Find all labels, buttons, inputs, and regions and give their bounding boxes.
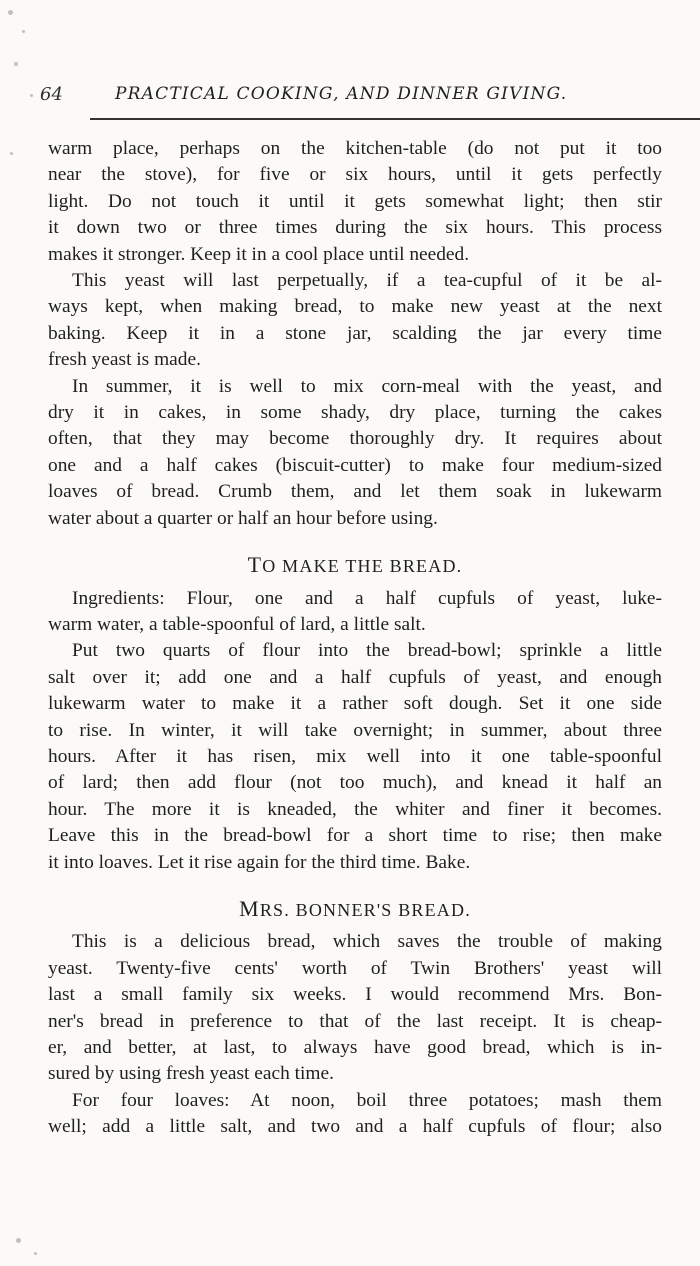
- print-speck: [8, 10, 13, 15]
- print-speck: [10, 152, 13, 155]
- text-line: baking. Keep it in a stone jar, scalding the jar every time: [48, 322, 662, 344]
- paragraph-bread-ingredients: [48, 586, 662, 639]
- text-line: water about a quarter or half an hour before using.: [48, 507, 438, 529]
- paragraph-yeast-cakes: [48, 374, 662, 532]
- section-heading-make-bread: TO MAKE THE BREAD.: [247, 552, 463, 578]
- text-line: Put two quarts of flour into the bread-bowl; sprinkle a little: [72, 640, 662, 662]
- text-line: of lard; then add flour (not too much), and knead it half an: [48, 772, 662, 794]
- text-line: ways kept, when making bread, to make new yeast at the next: [48, 296, 662, 318]
- text-line: lukewarm water to make it a rather soft dough. Set it one side: [48, 693, 662, 715]
- text-line: loaves of bread. Crumb them, and let them soak in lukewarm: [48, 481, 662, 503]
- body-text: [48, 136, 662, 1141]
- text-line: often, that they may become thoroughly dry. It requires about: [48, 428, 662, 450]
- paragraph-yeast-keeping: [48, 268, 662, 374]
- text-line: it into loaves. Let it rise again for the third time. Bake.: [48, 851, 471, 873]
- text-line: near the stove), for five or six hours, until it gets perfectly: [48, 164, 662, 186]
- text-line: This yeast will last perpetually, if a tea-cupful of it be al-: [72, 270, 662, 292]
- text-line: yeast. Twenty-five cents' worth of Twin Brothers' yeast will: [48, 957, 662, 979]
- text-line: warm place, perhaps on the kitchen-table (do not put it too: [48, 138, 662, 159]
- text-line: This is a delicious bread, which saves the trouble of making: [72, 931, 662, 953]
- text-line: hour. The more it is kneaded, the whiter and finer it becomes.: [48, 798, 662, 820]
- print-speck: [16, 1238, 21, 1243]
- text-line: fresh yeast is made.: [48, 349, 201, 371]
- print-speck: [14, 62, 18, 66]
- running-head: [40, 78, 660, 118]
- section-heading-mrs-bonners-bread: MRS. BONNER'S BREAD.: [239, 895, 471, 921]
- text-line: sured by using fresh yeast each time.: [48, 1063, 334, 1085]
- header-rule: [90, 118, 700, 120]
- text-line: Ingredients: Flour, one and a half cupfuls of yeast, luke-: [72, 587, 662, 609]
- print-speck: [34, 1252, 37, 1255]
- text-line: dry it in cakes, in some shady, dry place, turning the cakes: [48, 402, 662, 424]
- paragraph-bread-method: [48, 638, 662, 876]
- running-title: PRACTICAL COOKING, AND DINNER GIVING.: [115, 84, 568, 104]
- text-line: hours. After it has risen, mix well into it one table-spoonful: [48, 745, 662, 767]
- text-line: er, and better, at last, to always have good bread, which is in-: [48, 1037, 662, 1058]
- print-speck: [30, 94, 33, 97]
- text-line: to rise. In winter, it will take overnight; in summer, about three: [48, 719, 662, 741]
- paragraph-bonner-method: [48, 1088, 662, 1141]
- text-line: Leave this in the bread-bowl for a short time to rise; then make: [48, 825, 662, 847]
- text-line: ner's bread in preference to that of the last receipt. It is cheap-: [48, 1010, 662, 1032]
- page-number: 64: [40, 84, 63, 105]
- text-line: one and a half cakes (biscuit-cutter) to make four medium-sized: [48, 454, 662, 476]
- text-line: warm water, a table-spoonful of lard, a little salt.: [48, 613, 426, 635]
- text-line: makes it stronger. Keep it in a cool place until needed.: [48, 243, 470, 265]
- text-line: salt over it; add one and a half cupfuls of yeast, and enough: [48, 666, 662, 688]
- text-line: last a small family six weeks. I would recommend Mrs. Bon-: [48, 984, 662, 1006]
- text-line: For four loaves: At noon, boil three potatoes; mash them: [72, 1089, 662, 1111]
- text-line: light. Do not touch it until it gets somewhat light; then stir: [48, 190, 662, 212]
- paragraph-yeast-storage: [48, 136, 662, 268]
- text-line: it down two or three times during the six hours. This process: [48, 217, 662, 239]
- paragraph-bonner-intro: [48, 929, 662, 1087]
- print-speck: [22, 30, 25, 33]
- text-line: In summer, it is well to mix corn-meal with the yeast, and: [72, 375, 662, 397]
- text-line: well; add a little salt, and two and a half cupfuls of flour; also: [48, 1116, 662, 1138]
